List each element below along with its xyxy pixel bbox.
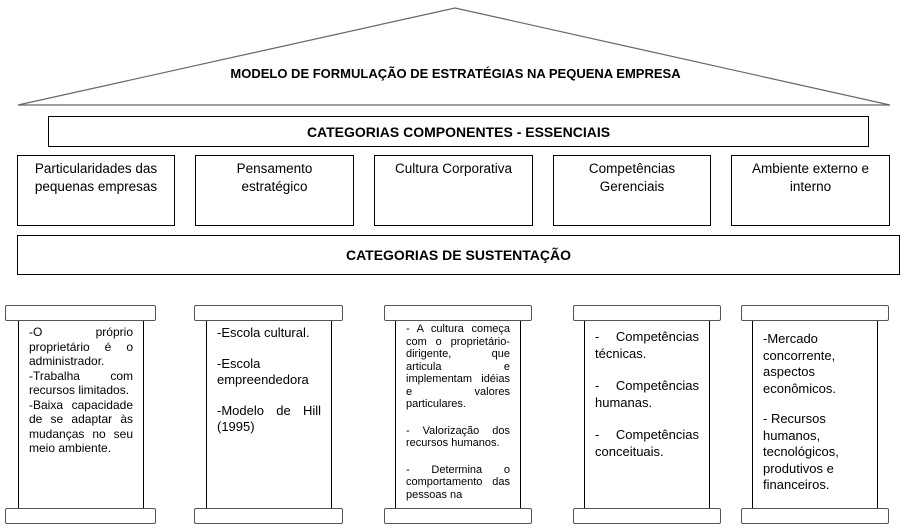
pillar-4-capital — [573, 305, 721, 321]
pillar-3-item: - Determina o comportamento das pessoas na — [406, 463, 510, 501]
pillar-2 — [206, 321, 332, 508]
pillar-3-item: - Valorização dos recursos humanos. — [406, 424, 510, 449]
pillar-1-item: -Baixa capacidade de se adaptar às mudanças no seu meio ambiente. — [29, 397, 133, 455]
component-managerial-competencies: Competências Gerenciais — [553, 155, 711, 226]
pillar-2-base — [194, 508, 343, 524]
pillar-2-capital — [194, 305, 343, 321]
pillar-4-base — [573, 508, 721, 524]
pillar-1-capital — [5, 305, 156, 321]
component-environment: Ambiente externo e interno — [731, 155, 890, 226]
pillar-4-item: - Competências técnicas. — [595, 329, 699, 361]
pillar-5-base — [741, 508, 889, 524]
diagram-title: MODELO DE FORMULAÇÃO DE ESTRATÉGIAS NA PEQUENA EMPRESA — [230, 66, 681, 81]
pillar-5-item: - Recursos humanos, tecnológicos, produtivos e financeiros. — [763, 411, 839, 492]
pillar-2-item: -Escola empreendedora — [217, 355, 309, 387]
pillar-1-item: -O próprio proprietário é o administrador. — [29, 325, 133, 368]
pillar-4-item: - Competências humanas. — [595, 378, 699, 410]
pillar-3-base — [384, 508, 532, 524]
support-band: CATEGORIAS DE SUSTENTAÇÃO — [17, 235, 900, 275]
pillar-1 — [18, 321, 144, 508]
components-band: CATEGORIAS COMPONENTES - ESSENCIAIS — [48, 116, 869, 147]
pillar-1-item: -Trabalha com recursos limitados. — [29, 368, 133, 397]
pillar-5-capital — [741, 305, 889, 321]
pillar-2-item: -Escola cultural. — [217, 325, 310, 340]
pillar-3-capital — [384, 305, 532, 321]
pillar-4-item: - Competências conceituais. — [595, 427, 699, 459]
component-corporate-culture: Cultura Corporativa — [374, 155, 533, 226]
pillar-2-item: -Modelo de Hill (1995) — [217, 402, 321, 434]
pillar-5-item: -Mercado concorrente, aspectos econômicos. — [763, 331, 836, 396]
pillar-3-item: - A cultura começa com o proprietário-dirigente, que articula e implementam idéias e valores particulares. — [406, 323, 510, 410]
roof — [0, 0, 911, 110]
component-small-business-particularities: Particularidades das pequenas empresas — [17, 155, 175, 226]
pillar-1-base — [5, 508, 156, 524]
pillar-4 — [584, 321, 710, 508]
pillar-3 — [395, 321, 521, 508]
pillar-5 — [752, 321, 878, 508]
component-strategic-thinking: Pensamento estratégico — [195, 155, 354, 226]
